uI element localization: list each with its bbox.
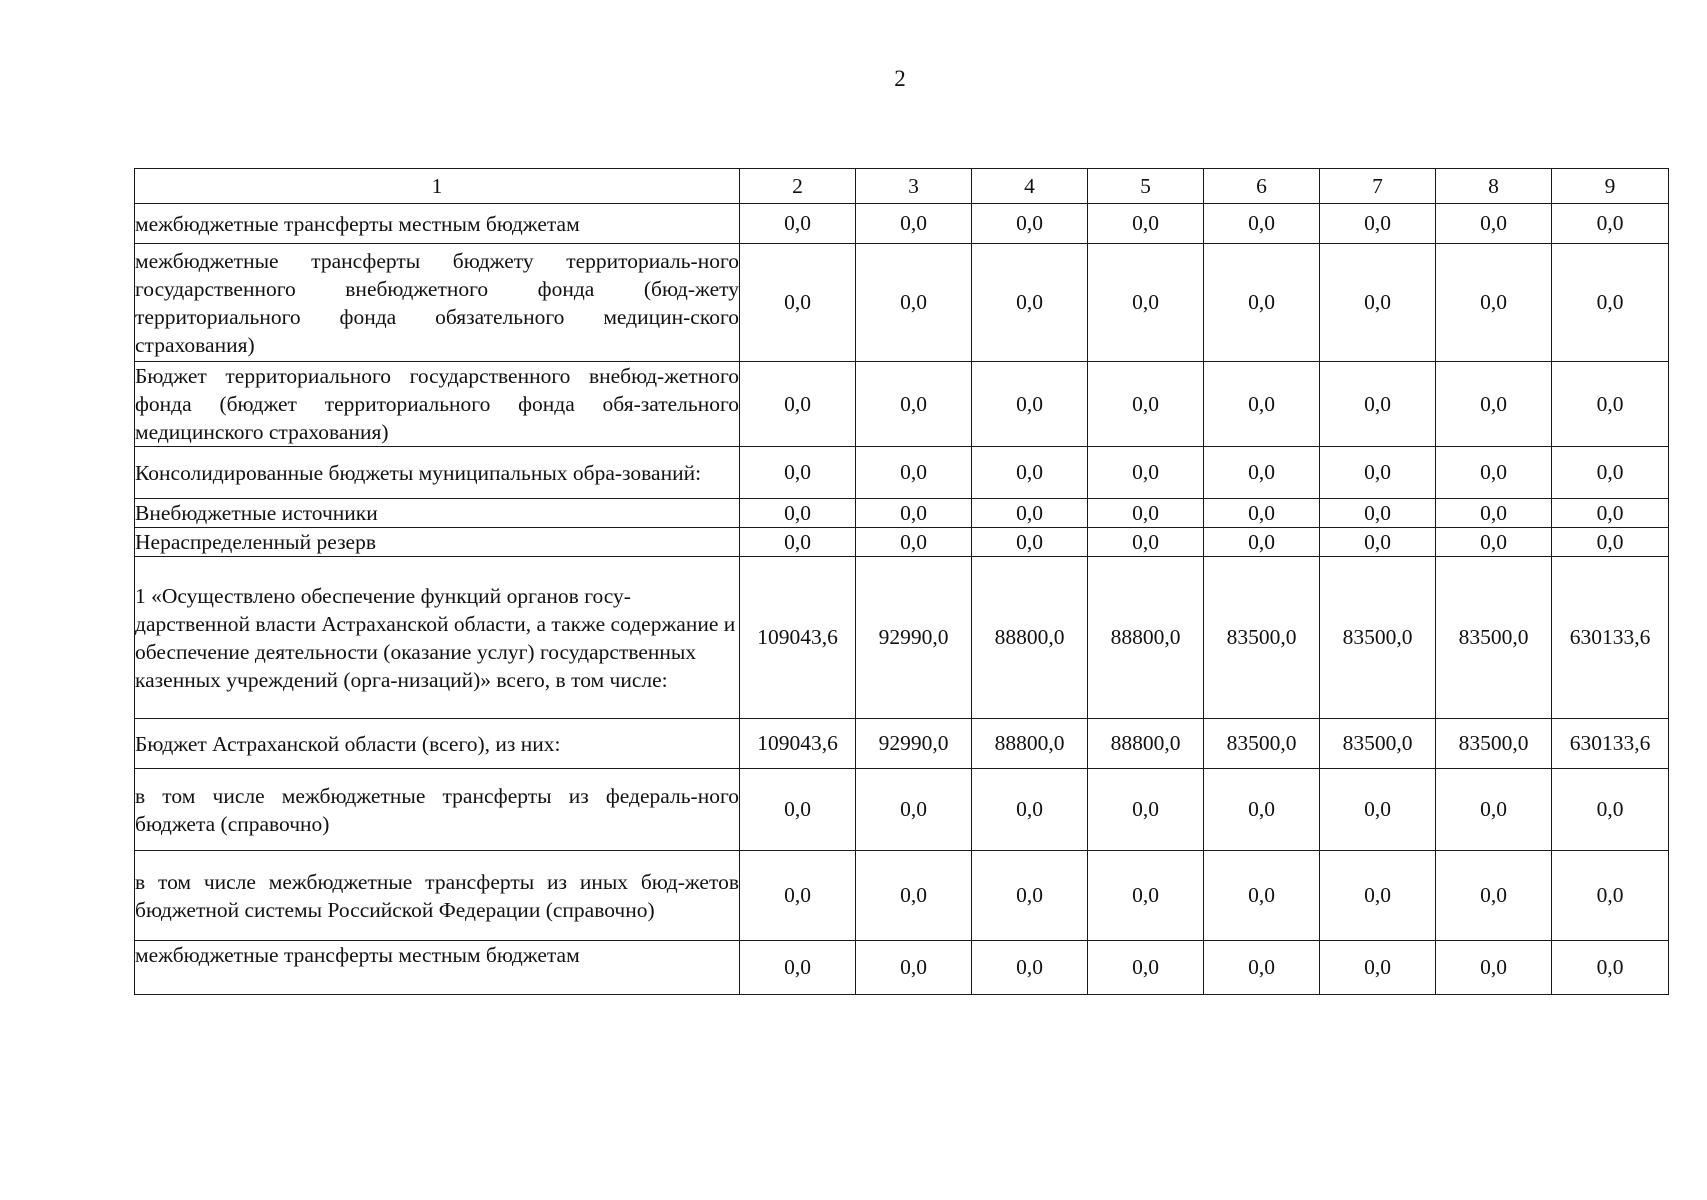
table-row: [135, 528, 1669, 557]
value-cell: 0,0: [1436, 362, 1552, 447]
table-row: [135, 447, 1669, 499]
column-header: 3: [856, 169, 972, 204]
value-cell: 0,0: [1552, 204, 1669, 244]
value-cell: 0,0: [972, 528, 1088, 557]
value-cell: 0,0: [740, 244, 856, 362]
value-cell: 0,0: [1088, 244, 1204, 362]
value-cell: 0,0: [1552, 244, 1669, 362]
table-row: [135, 499, 1669, 528]
value-cell: 0,0: [740, 499, 856, 528]
value-cell: 109043,6: [740, 557, 856, 719]
table-header-row: [135, 169, 1669, 204]
value-cell: 0,0: [740, 851, 856, 941]
value-cell: 0,0: [740, 204, 856, 244]
value-cell: 0,0: [1204, 204, 1320, 244]
value-cell: 88800,0: [972, 719, 1088, 769]
column-header: 7: [1320, 169, 1436, 204]
value-cell: 0,0: [972, 769, 1088, 851]
column-header: 8: [1436, 169, 1552, 204]
value-cell: 0,0: [1320, 204, 1436, 244]
value-cell: 0,0: [1088, 851, 1204, 941]
table-row: [135, 362, 1669, 447]
value-cell: 0,0: [1436, 447, 1552, 499]
value-cell: 0,0: [972, 499, 1088, 528]
value-cell: 83500,0: [1204, 557, 1320, 719]
value-cell: 83500,0: [1320, 557, 1436, 719]
row-label: Внебюджетные источники: [135, 499, 740, 528]
budget-table: [134, 168, 1669, 995]
value-cell: 0,0: [856, 769, 972, 851]
value-cell: 0,0: [1320, 528, 1436, 557]
value-cell: 0,0: [1204, 447, 1320, 499]
page-number: 2: [894, 66, 906, 91]
value-cell: 0,0: [1088, 362, 1204, 447]
value-cell: 0,0: [856, 204, 972, 244]
value-cell: 0,0: [1436, 204, 1552, 244]
row-label: в том числе межбюджетные трансферты из федераль-ного бюджета (справочно): [135, 769, 740, 851]
value-cell: 83500,0: [1320, 719, 1436, 769]
value-cell: 0,0: [1436, 769, 1552, 851]
value-cell: 630133,6: [1552, 719, 1669, 769]
row-label: Нераспределенный резерв: [135, 528, 740, 557]
value-cell: 0,0: [1320, 769, 1436, 851]
value-cell: 0,0: [740, 528, 856, 557]
value-cell: 0,0: [740, 769, 856, 851]
value-cell: 0,0: [1436, 941, 1552, 995]
value-cell: 0,0: [1436, 244, 1552, 362]
value-cell: 83500,0: [1436, 719, 1552, 769]
column-header: 5: [1088, 169, 1204, 204]
value-cell: 0,0: [972, 362, 1088, 447]
value-cell: 0,0: [856, 528, 972, 557]
value-cell: 0,0: [1552, 528, 1669, 557]
value-cell: 0,0: [1552, 941, 1669, 995]
table-row: [135, 244, 1669, 362]
value-cell: 0,0: [1552, 362, 1669, 447]
column-header: 6: [1204, 169, 1320, 204]
value-cell: 0,0: [1088, 204, 1204, 244]
row-label: межбюджетные трансферты местным бюджетам: [135, 941, 740, 995]
value-cell: 0,0: [1204, 499, 1320, 528]
value-cell: 0,0: [1436, 499, 1552, 528]
column-header: 1: [135, 169, 740, 204]
value-cell: 88800,0: [972, 557, 1088, 719]
value-cell: 0,0: [1204, 244, 1320, 362]
value-cell: 0,0: [972, 447, 1088, 499]
row-label: Бюджет территориального государственного внебюд-жетного фонда (бюджет территориального фонда обя-зательного медицинского страхования): [135, 362, 740, 447]
value-cell: 109043,6: [740, 719, 856, 769]
value-cell: 0,0: [1320, 447, 1436, 499]
value-cell: 0,0: [856, 499, 972, 528]
value-cell: 0,0: [1088, 941, 1204, 995]
value-cell: 83500,0: [1204, 719, 1320, 769]
table-row: [135, 557, 1669, 719]
value-cell: 0,0: [740, 941, 856, 995]
value-cell: 0,0: [1552, 851, 1669, 941]
value-cell: 0,0: [1552, 447, 1669, 499]
value-cell: 0,0: [1320, 499, 1436, 528]
value-cell: 0,0: [1320, 851, 1436, 941]
value-cell: 630133,6: [1552, 557, 1669, 719]
value-cell: 0,0: [1436, 851, 1552, 941]
table-row: [135, 851, 1669, 941]
value-cell: 92990,0: [856, 557, 972, 719]
value-cell: 0,0: [1204, 851, 1320, 941]
value-cell: 0,0: [1088, 499, 1204, 528]
value-cell: 0,0: [856, 362, 972, 447]
value-cell: 0,0: [972, 204, 1088, 244]
value-cell: 0,0: [740, 447, 856, 499]
value-cell: 88800,0: [1088, 557, 1204, 719]
value-cell: 0,0: [972, 941, 1088, 995]
value-cell: 0,0: [1436, 528, 1552, 557]
value-cell: 0,0: [1204, 528, 1320, 557]
value-cell: 0,0: [1088, 447, 1204, 499]
column-header: 4: [972, 169, 1088, 204]
value-cell: 0,0: [856, 941, 972, 995]
value-cell: 0,0: [740, 362, 856, 447]
value-cell: 0,0: [856, 244, 972, 362]
value-cell: 0,0: [1320, 362, 1436, 447]
row-label: межбюджетные трансферты местным бюджетам: [135, 204, 740, 244]
value-cell: 0,0: [856, 851, 972, 941]
value-cell: 0,0: [972, 851, 1088, 941]
row-label: 1 «Осуществлено обеспечение функций органов госу-дарственной власти Астраханской области, а также содержание и обеспечение деятельности (оказание услуг) государственных казенных учреждений (орга-низаций)» всего, в том числе:: [135, 557, 740, 719]
value-cell: 0,0: [1088, 769, 1204, 851]
row-label: межбюджетные трансферты бюджету территориаль-ного государственного внебюджетного фонда (бюд-жету территориального фонда обязательного медицин-ского страхования): [135, 244, 740, 362]
value-cell: 0,0: [1320, 941, 1436, 995]
row-label: Консолидированные бюджеты муниципальных обра-зований:: [135, 447, 740, 499]
value-cell: 0,0: [856, 447, 972, 499]
column-header: 9: [1552, 169, 1669, 204]
value-cell: 0,0: [1204, 362, 1320, 447]
value-cell: 83500,0: [1436, 557, 1552, 719]
value-cell: 0,0: [1552, 499, 1669, 528]
table-row: [135, 719, 1669, 769]
value-cell: 0,0: [1088, 528, 1204, 557]
value-cell: 0,0: [972, 244, 1088, 362]
value-cell: 0,0: [1552, 769, 1669, 851]
row-label: Бюджет Астраханской области (всего), из них:: [135, 719, 740, 769]
table-row: [135, 769, 1669, 851]
value-cell: 0,0: [1204, 769, 1320, 851]
column-header: 2: [740, 169, 856, 204]
value-cell: 0,0: [1320, 244, 1436, 362]
table-row: [135, 941, 1669, 995]
table-row: [135, 204, 1669, 244]
row-label: в том числе межбюджетные трансферты из иных бюд-жетов бюджетной системы Российской Федерации (справочно): [135, 851, 740, 941]
value-cell: 0,0: [1204, 941, 1320, 995]
value-cell: 88800,0: [1088, 719, 1204, 769]
value-cell: 92990,0: [856, 719, 972, 769]
